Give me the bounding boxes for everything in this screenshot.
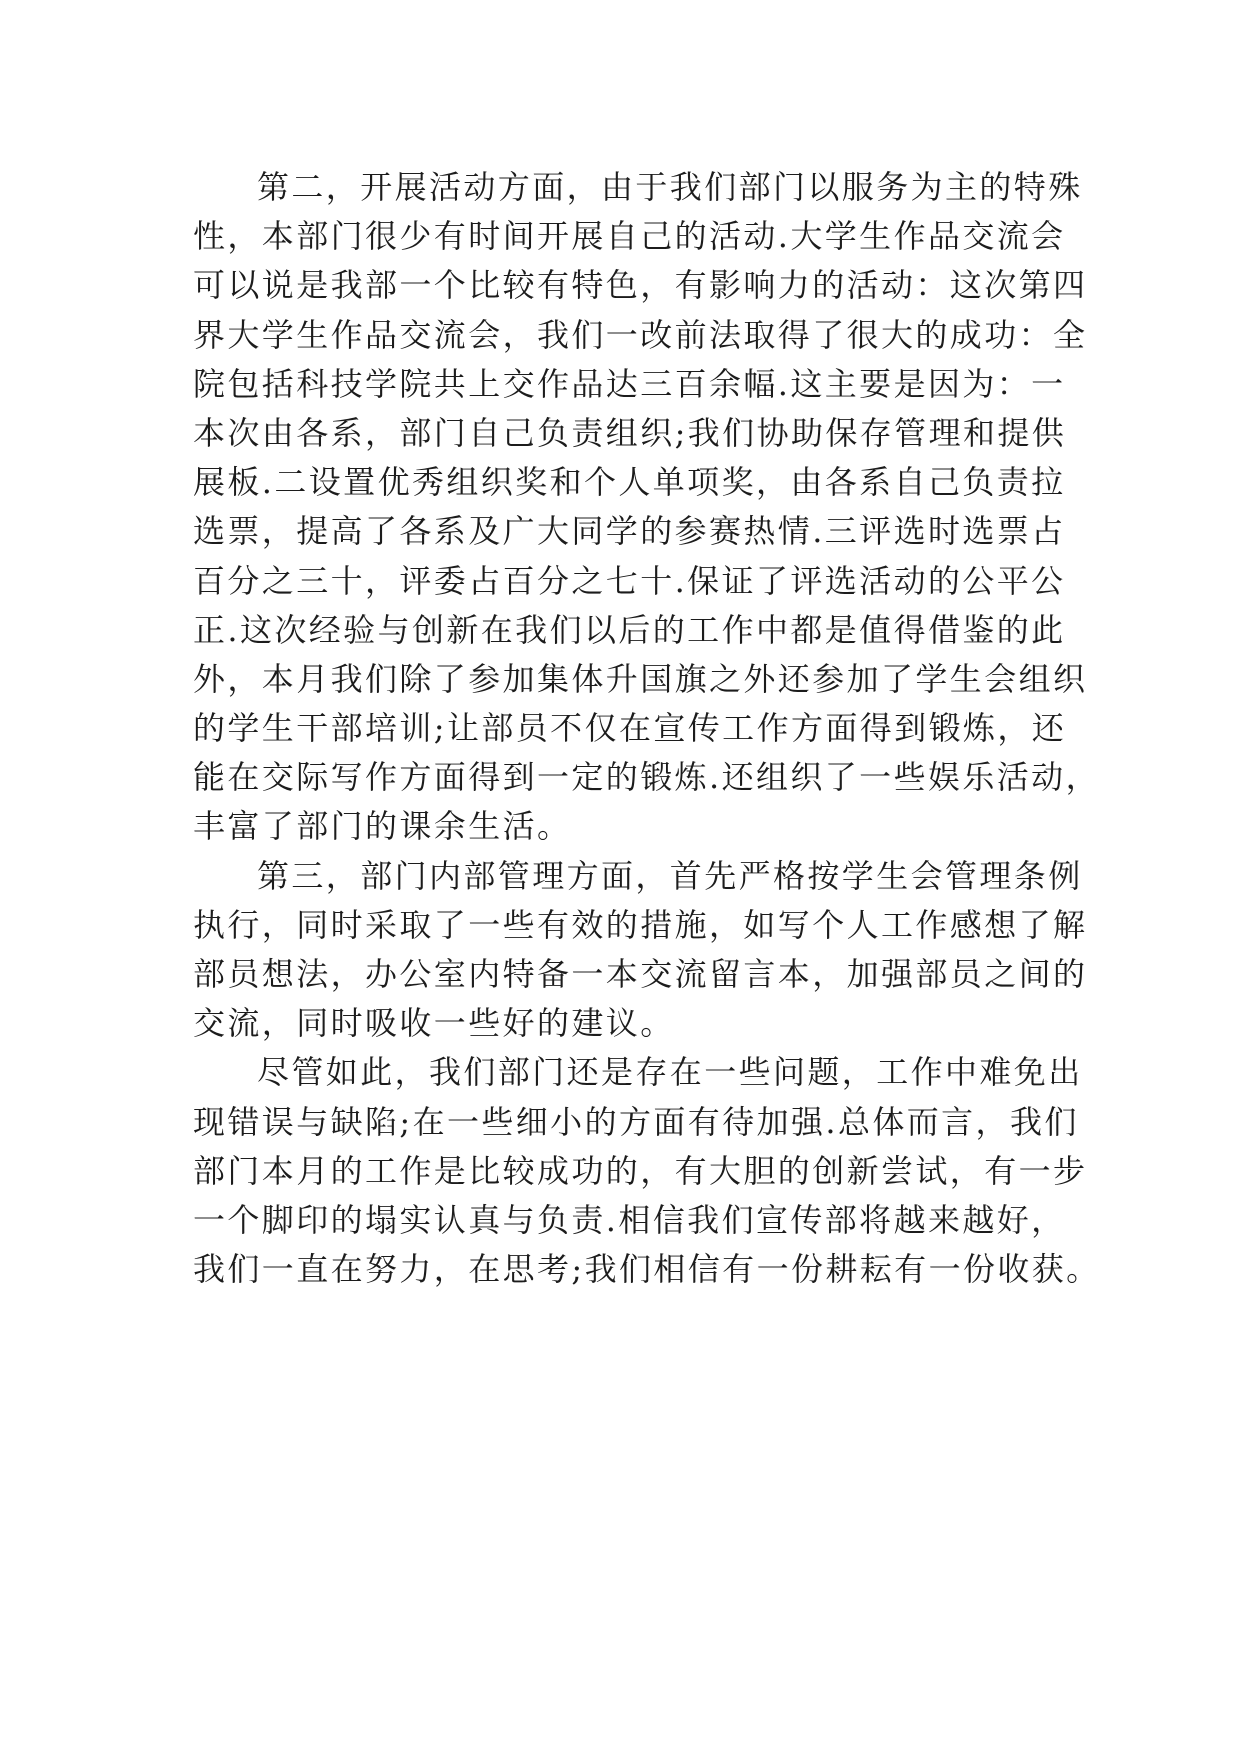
text-line: 第二，开展活动方面，由于我们部门以服务为主的特殊 bbox=[257, 168, 1083, 206]
text-line: 外，本月我们除了参加集体升国旗之外还参加了学生会组织 bbox=[193, 659, 1088, 698]
paragraph-internal-management bbox=[193, 852, 1088, 1049]
text-line: 选票，提高了各系及广大同学的参赛热情.三评选时选票占 bbox=[193, 512, 1066, 551]
text-line: 正.这次经验与创新在我们以后的工作中都是值得借鉴的此 bbox=[193, 610, 1066, 649]
text-line: 交流，同时吸收一些好的建议。 bbox=[193, 1004, 675, 1043]
text-line: 界大学生作品交流会，我们一改前法取得了很大的成功：全 bbox=[193, 315, 1088, 354]
text-line: 百分之三十，评委占百分之七十.保证了评选活动的公平公 bbox=[193, 561, 1066, 600]
text-line: 第三，部门内部管理方面，首先严格按学生会管理条例 bbox=[257, 856, 1083, 895]
text-line: 部员想法，办公室内特备一本交流留言本，加强部员之间的 bbox=[193, 955, 1088, 993]
text-line: 尽管如此，我们部门还是存在一些问题，工作中难免出 bbox=[257, 1053, 1083, 1092]
text-line: 展板.二设置优秀组织奖和个人单项奖，由各系自己负责拉 bbox=[193, 463, 1066, 502]
paragraph-conclusion bbox=[193, 1048, 1101, 1294]
text-line: 部门本月的工作是比较成功的，有大胆的创新尝试，有一步 bbox=[193, 1151, 1088, 1190]
text-line: 能在交际写作方面得到一定的锻炼.还组织了一些娱乐活动， bbox=[193, 758, 1100, 797]
text-line: 丰富了部门的课余生活。 bbox=[193, 807, 572, 846]
text-line: 一个脚印的塌实认真与负责.相信我们宣传部将越来越好， bbox=[193, 1200, 1066, 1239]
text-line: 现错误与缺陷;在一些细小的方面有待加强.总体而言，我们 bbox=[193, 1102, 1079, 1141]
text-line: 院包括科技学院共上交作品达三百余幅.这主要是因为：一 bbox=[193, 364, 1066, 403]
text-line: 执行，同时采取了一些有效的措施，如写个人工作感想了解 bbox=[193, 905, 1088, 944]
text-line: 我们一直在努力，在思考;我们相信有一份耕耘有一份收获。 bbox=[193, 1250, 1101, 1289]
text-line: 本次由各系，部门自己负责组织;我们协助保存管理和提供 bbox=[193, 413, 1067, 452]
text-line: 可以说是我部一个比较有特色，有影响力的活动：这次第四 bbox=[193, 266, 1088, 305]
document-body bbox=[193, 163, 1101, 1294]
text-line: 性，本部门很少有时间开展自己的活动.大学生作品交流会 bbox=[193, 217, 1066, 256]
paragraph-activities bbox=[193, 163, 1100, 852]
text-line: 的学生干部培训;让部员不仅在宣传工作方面得到锻炼，还 bbox=[193, 709, 1067, 748]
